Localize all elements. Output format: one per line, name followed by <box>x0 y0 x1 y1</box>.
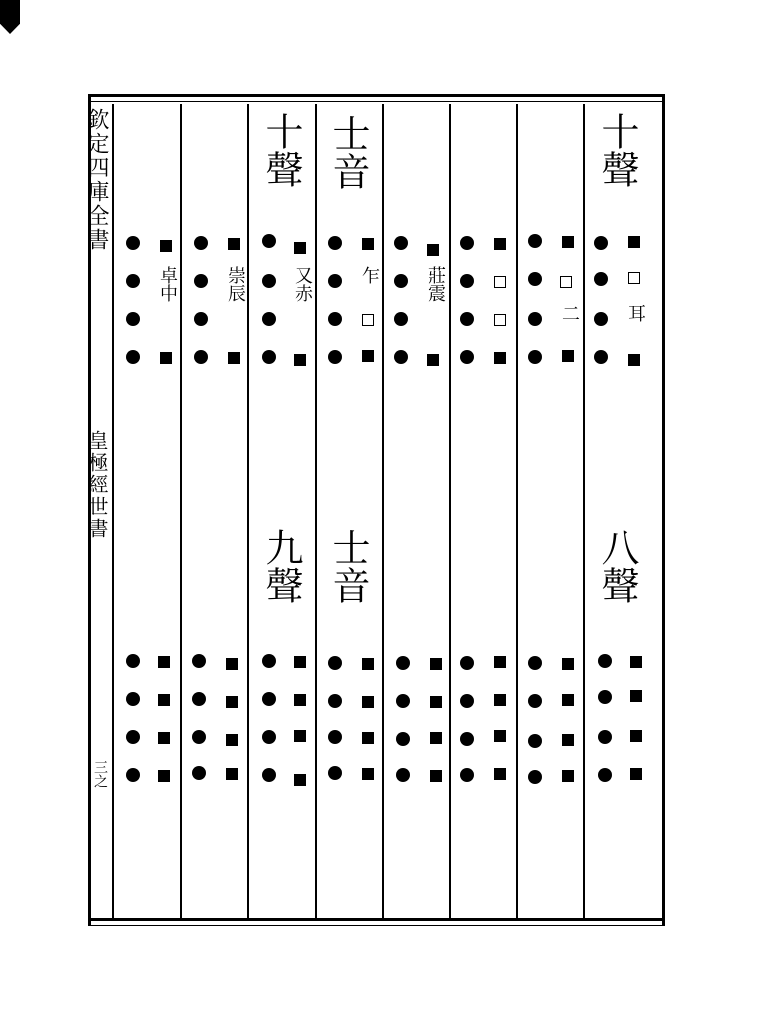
column-heading: 士音 <box>326 114 370 190</box>
square-mark <box>362 658 374 670</box>
circle-mark <box>126 274 140 288</box>
square-mark <box>562 658 574 670</box>
circle-mark <box>460 656 474 670</box>
column-rule <box>180 104 182 918</box>
circle-mark <box>396 656 410 670</box>
circle-mark <box>594 350 608 364</box>
circle-mark <box>528 272 542 286</box>
square-mark <box>494 352 506 364</box>
margin-book-title: 皇極經世書 <box>85 430 109 540</box>
circle-mark <box>460 274 474 288</box>
frame-top-rule <box>88 94 665 97</box>
square-mark <box>562 734 574 746</box>
square-mark <box>362 768 374 780</box>
circle-mark <box>528 694 542 708</box>
empty-box-mark <box>494 314 506 326</box>
square-mark <box>294 656 306 668</box>
circle-mark <box>528 656 542 670</box>
circle-mark <box>598 690 612 704</box>
square-mark <box>562 236 574 248</box>
circle-mark <box>126 350 140 364</box>
column-heading: 八聲 <box>595 528 639 604</box>
circle-mark <box>192 692 206 706</box>
circle-mark <box>528 350 542 364</box>
margin-collection-title: 欽定四庫全書 <box>84 108 109 252</box>
square-mark <box>494 238 506 250</box>
circle-mark <box>126 312 140 326</box>
square-mark <box>628 354 640 366</box>
circle-mark <box>460 312 474 326</box>
circle-mark <box>396 694 410 708</box>
square-mark <box>362 350 374 362</box>
square-mark <box>158 656 170 668</box>
frame-right-rule <box>662 94 665 926</box>
square-mark <box>562 770 574 782</box>
circle-mark <box>594 272 608 286</box>
circle-mark <box>328 274 342 288</box>
circle-mark <box>192 654 206 668</box>
circle-mark <box>262 312 276 326</box>
square-mark <box>427 244 439 256</box>
square-mark <box>158 732 170 744</box>
circle-mark <box>194 312 208 326</box>
square-mark <box>494 694 506 706</box>
empty-box-mark <box>560 276 572 288</box>
empty-box-mark <box>628 272 640 284</box>
square-mark <box>430 732 442 744</box>
square-mark <box>362 238 374 250</box>
circle-mark <box>194 350 208 364</box>
square-mark <box>562 694 574 706</box>
square-mark <box>430 696 442 708</box>
circle-mark <box>194 236 208 250</box>
circle-mark <box>394 274 408 288</box>
square-mark <box>630 768 642 780</box>
circle-mark <box>396 732 410 746</box>
circle-mark <box>192 730 206 744</box>
circle-mark <box>126 692 140 706</box>
circle-mark <box>126 730 140 744</box>
column-heading: 士音 <box>326 528 370 604</box>
square-mark <box>160 352 172 364</box>
square-mark <box>294 774 306 786</box>
column-rule <box>247 104 249 918</box>
column-text: 二 <box>559 304 580 322</box>
square-mark <box>494 730 506 742</box>
column-rule <box>449 104 451 918</box>
square-mark <box>226 696 238 708</box>
circle-mark <box>594 312 608 326</box>
circle-mark <box>594 236 608 250</box>
circle-mark <box>460 694 474 708</box>
frame-top-rule-inner <box>88 101 665 102</box>
circle-mark <box>394 236 408 250</box>
square-mark <box>494 656 506 668</box>
circle-mark <box>328 730 342 744</box>
circle-mark <box>328 236 342 250</box>
column-text: 莊震 <box>425 266 446 302</box>
circle-mark <box>598 654 612 668</box>
circle-mark <box>394 350 408 364</box>
circle-mark <box>460 768 474 782</box>
circle-mark <box>262 692 276 706</box>
square-mark <box>294 694 306 706</box>
circle-mark <box>598 730 612 744</box>
column-text: 又赤 <box>292 266 313 302</box>
square-mark <box>294 242 306 254</box>
square-mark <box>628 236 640 248</box>
column-rule <box>382 104 384 918</box>
circle-mark <box>528 734 542 748</box>
square-mark <box>430 770 442 782</box>
circle-mark <box>394 312 408 326</box>
square-mark <box>630 730 642 742</box>
circle-mark <box>528 770 542 784</box>
square-mark <box>430 658 442 670</box>
circle-mark <box>328 656 342 670</box>
frame-bottom-rule <box>88 918 665 921</box>
circle-mark <box>396 768 410 782</box>
circle-mark <box>194 274 208 288</box>
circle-mark <box>528 234 542 248</box>
empty-box-mark <box>494 276 506 288</box>
column-rule <box>315 104 317 918</box>
column-text: 卓中 <box>157 266 178 302</box>
square-mark <box>228 352 240 364</box>
column-heading: 十聲 <box>595 112 639 188</box>
circle-mark <box>328 766 342 780</box>
square-mark <box>294 730 306 742</box>
column-text: 乍 <box>359 266 380 284</box>
circle-mark <box>460 236 474 250</box>
square-mark <box>160 240 172 252</box>
column-text: 崇辰 <box>225 266 246 302</box>
column-rule <box>112 104 114 918</box>
column-heading: 十聲 <box>259 112 303 188</box>
column-rule <box>516 104 518 918</box>
square-mark <box>226 734 238 746</box>
square-mark <box>294 354 306 366</box>
square-mark <box>427 354 439 366</box>
square-mark <box>630 690 642 702</box>
square-mark <box>226 658 238 670</box>
circle-mark <box>328 694 342 708</box>
circle-mark <box>192 766 206 780</box>
column-heading: 九聲 <box>259 528 303 604</box>
margin-page-number: 三之 <box>92 760 108 788</box>
circle-mark <box>262 730 276 744</box>
square-mark <box>362 696 374 708</box>
column-text: 耳 <box>625 304 646 322</box>
circle-mark <box>262 768 276 782</box>
circle-mark <box>126 236 140 250</box>
circle-mark <box>262 350 276 364</box>
square-mark <box>226 768 238 780</box>
square-mark <box>562 350 574 362</box>
fish-tail-mark <box>0 0 20 34</box>
square-mark <box>630 656 642 668</box>
square-mark <box>158 770 170 782</box>
square-mark <box>494 768 506 780</box>
circle-mark <box>328 350 342 364</box>
circle-mark <box>460 732 474 746</box>
circle-mark <box>598 768 612 782</box>
circle-mark <box>126 654 140 668</box>
square-mark <box>158 694 170 706</box>
empty-box-mark <box>362 314 374 326</box>
circle-mark <box>262 234 276 248</box>
circle-mark <box>126 768 140 782</box>
circle-mark <box>328 312 342 326</box>
column-rule <box>583 104 585 918</box>
circle-mark <box>262 654 276 668</box>
circle-mark <box>262 274 276 288</box>
circle-mark <box>528 312 542 326</box>
square-mark <box>228 238 240 250</box>
frame-bottom-rule-inner <box>88 925 665 926</box>
circle-mark <box>460 350 474 364</box>
square-mark <box>362 732 374 744</box>
